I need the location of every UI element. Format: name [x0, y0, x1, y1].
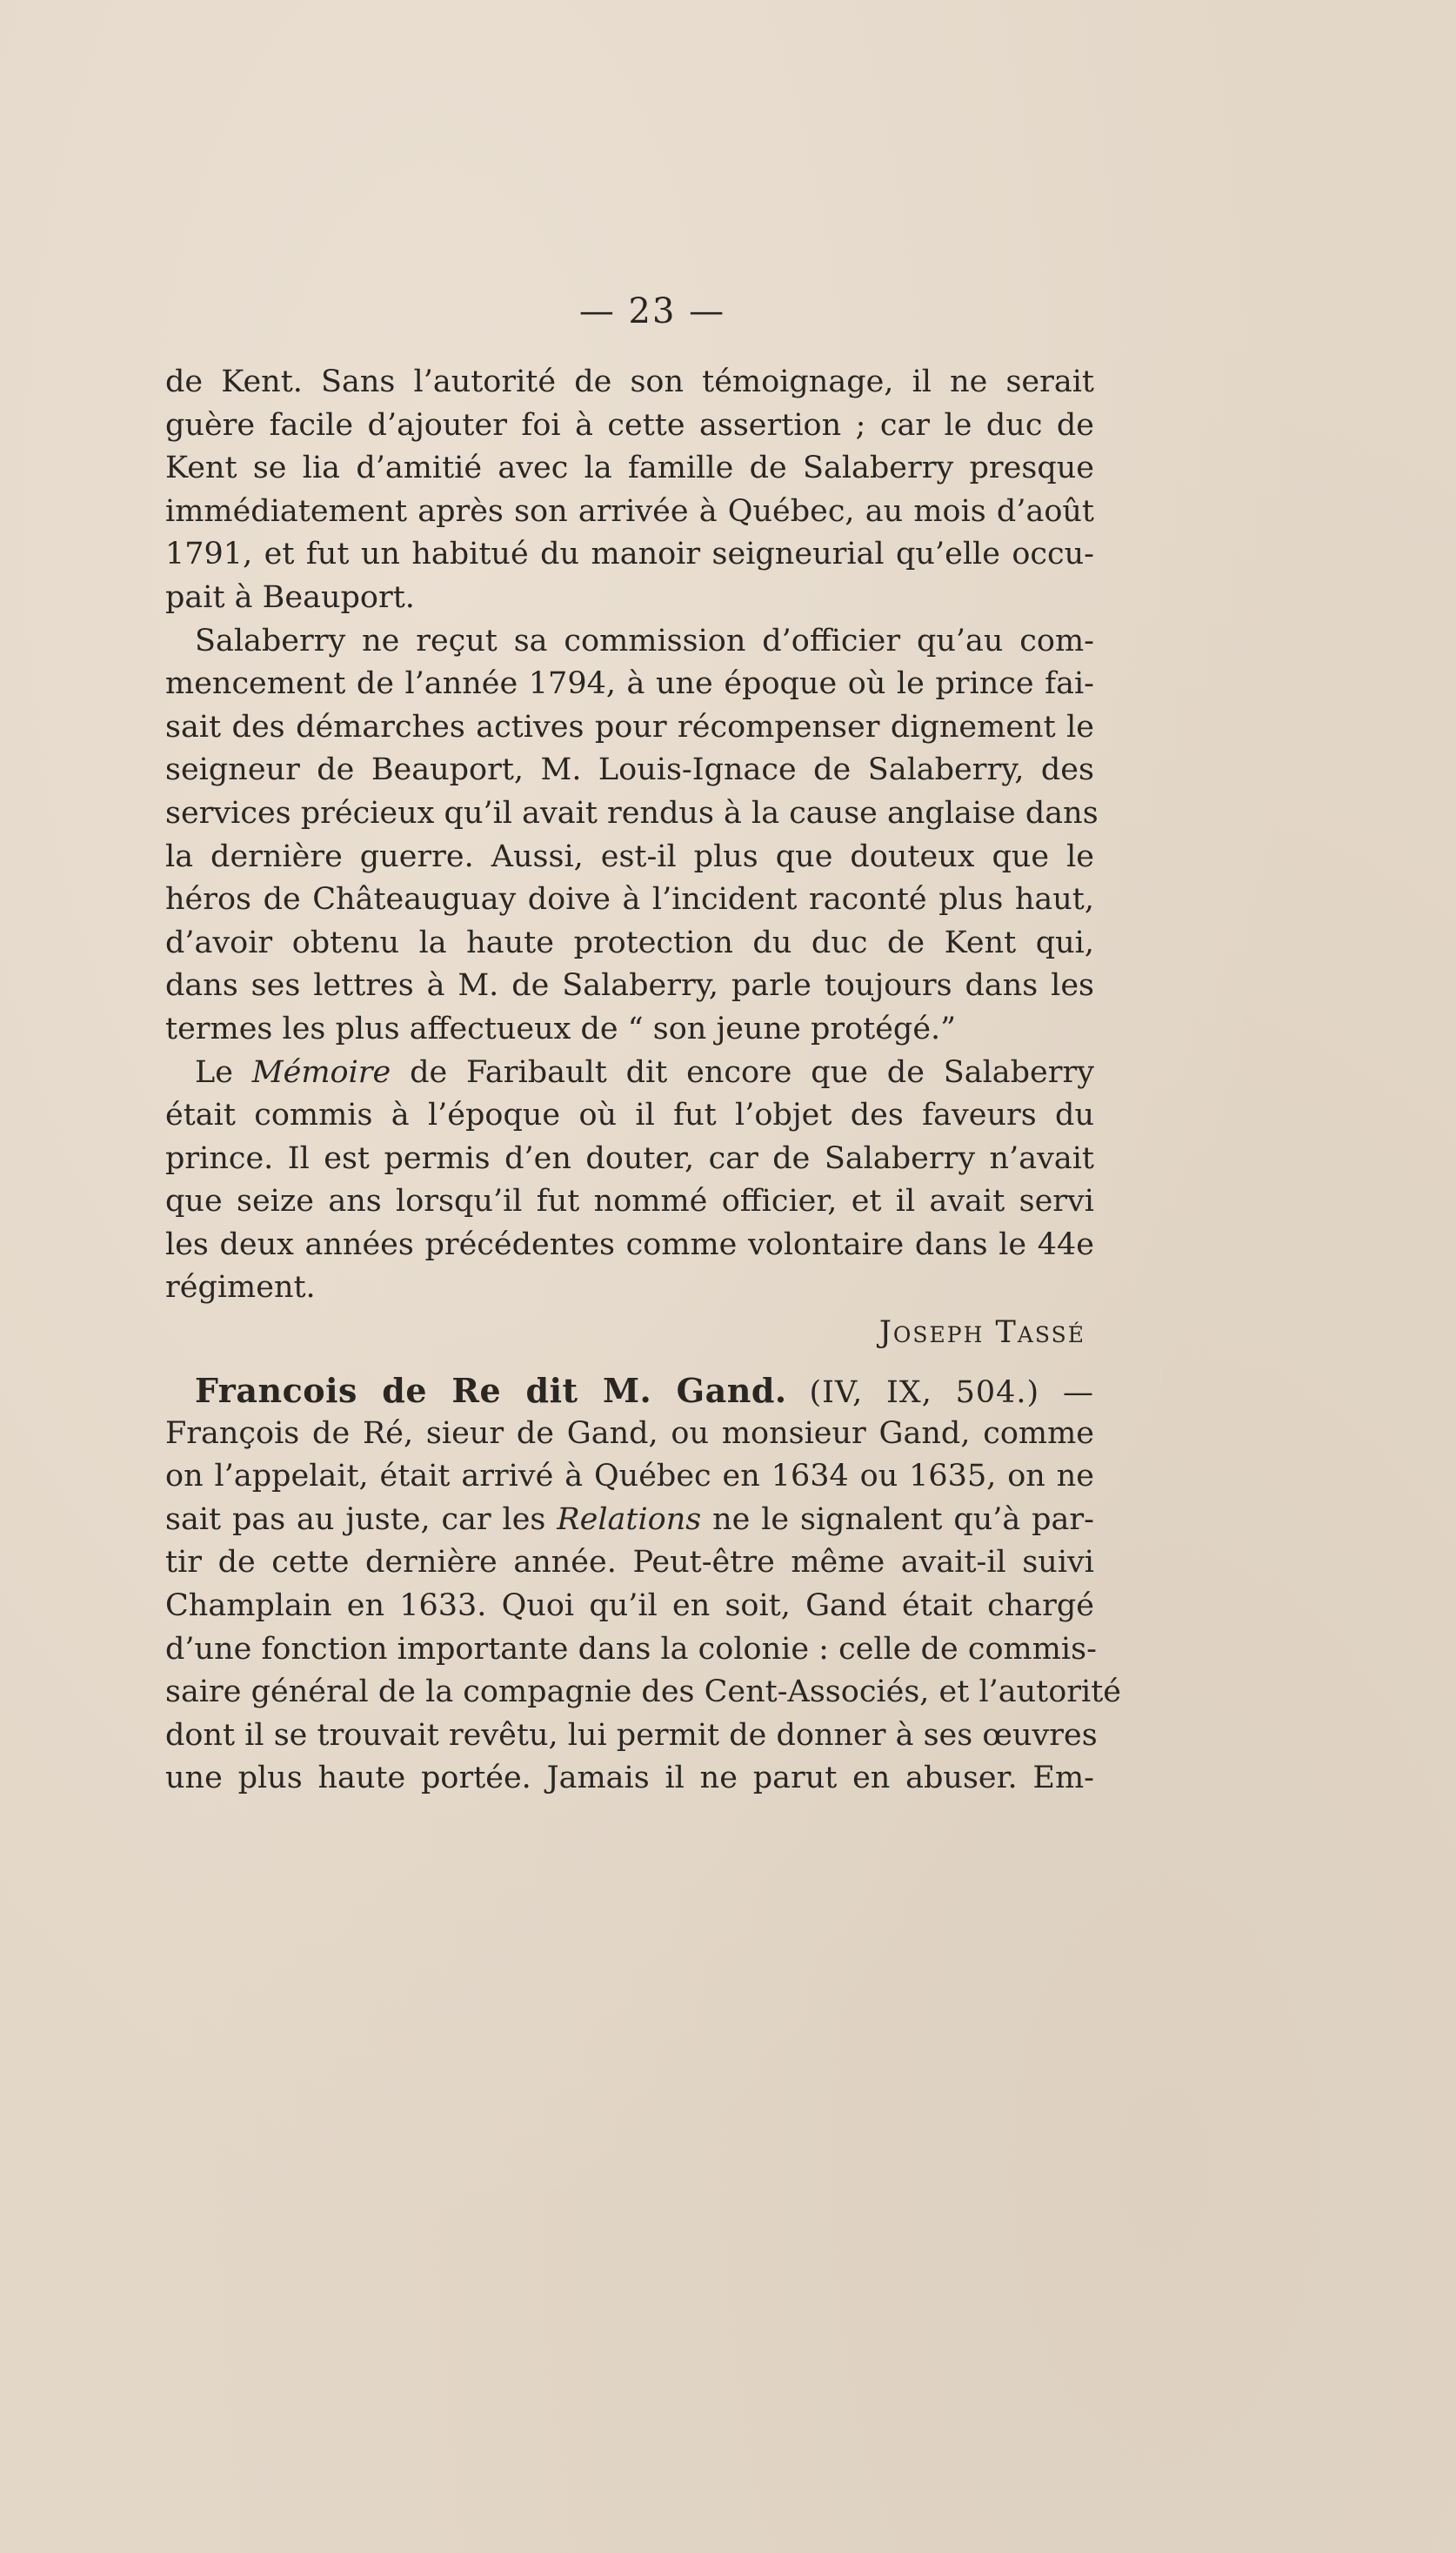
text-line: mencement de l’année 1794, à une époque où le prince fai-: [165, 666, 1094, 702]
author-signature: Joseph Tassé: [878, 1315, 1085, 1351]
text-line: [165, 1499, 1094, 1542]
text-line: on l’appelait, était arrivé à Québec en 1634 ou 1635, on ne: [165, 1459, 1094, 1494]
paragraph-3: [165, 1052, 1094, 1311]
text-line: de Kent. Sans l’autorité de son témoignage, il ne serait: [165, 364, 1094, 399]
text-line: était commis à l’époque où il fut l’objet des faveurs du: [165, 1098, 1094, 1133]
text-line: héros de Châteauguay doive à l’incident raconté plus haut,: [165, 882, 1094, 918]
text-line: prince. Il est permis d’en douter, car de Salaberry n’avait: [165, 1140, 1094, 1176]
entry-reference: (IV, IX, 504.) —: [809, 1375, 1094, 1411]
text-run: ne le signalent qu’à par-: [701, 1501, 1094, 1537]
text-line: services précieux qu’il avait rendus à la cause anglaise dans: [165, 795, 1099, 831]
text-line: tir de cette dernière année. Peut-être même avait-il suivi: [165, 1545, 1094, 1581]
italic-title: Mémoire: [251, 1054, 391, 1090]
text-line: saire général de la compagnie des Cent-Associés, et l’autorité: [165, 1674, 1122, 1710]
text-line: d’avoir obtenu la haute protection du duc de Kent qui,: [165, 925, 1094, 960]
text-line: la dernière guerre. Aussi, est-il plus que douteux que le: [165, 839, 1094, 874]
text-line: [165, 1052, 1094, 1095]
page-number: — 23 —: [578, 291, 726, 331]
text-line: dont il se trouvait revêtu, lui permit de donner à ses œuvres: [165, 1717, 1098, 1753]
text-line: que seize ans lorsqu’il fut nommé officier, et il avait servi: [165, 1184, 1094, 1220]
text-line: sait des démarches actives pour récompenser dignement le: [165, 709, 1094, 745]
text-run: de Faribault dit encore que de Salaberry: [391, 1054, 1094, 1090]
text-line: Salaberry ne reçut sa commission d’officier qu’au com-: [195, 623, 1094, 658]
text-line: François de Ré, sieur de Gand, ou monsieur Gand, comme: [165, 1415, 1094, 1451]
italic-title: Relations: [557, 1501, 702, 1537]
body-text: [165, 361, 1122, 1801]
entry-heading-line: [165, 1369, 1094, 1413]
text-line: Kent se lia d’amitié avec la famille de Salaberry presque: [165, 451, 1094, 486]
text-line: 1791, et fut un habitué du manoir seigneurial qu’elle occu-: [165, 537, 1094, 572]
text-line: une plus haute portée. Jamais il ne parut en abuser. Em-: [165, 1761, 1094, 1796]
text-line: régiment.: [165, 1270, 316, 1306]
paragraph-2: [165, 620, 1099, 1052]
text-line: dans ses lettres à M. de Salaberry, parle toujours dans les: [165, 968, 1094, 1004]
text-line: pait à Beauport.: [165, 579, 415, 615]
text-run: Le: [195, 1054, 252, 1090]
text-line: termes les plus affectueux de “ son jeune protégé.”: [165, 1011, 957, 1046]
text-line: guère facile d’ajouter foi à cette assertion ; car le duc de: [165, 407, 1094, 443]
text-line: d’une fonction importante dans la colonie : celle de commis-: [165, 1631, 1097, 1667]
text-line: Champlain en 1633. Quoi qu’il en soit, Gand était chargé: [165, 1588, 1094, 1624]
entry-heading: Francois de Re dit M. Gand.: [195, 1371, 787, 1411]
paragraph-1: [165, 361, 1094, 620]
text-line: seigneur de Beauport, M. Louis-Ignace de Salaberry, des: [165, 752, 1094, 788]
text-line: immédiatement après son arrivée à Québec, au mois d’août: [165, 493, 1094, 529]
text-line: les deux années précédentes comme volontaire dans le 44e: [165, 1226, 1094, 1262]
entry-francois-de-re: [165, 1369, 1122, 1801]
text-run: sait pas au juste, car les: [165, 1501, 558, 1537]
